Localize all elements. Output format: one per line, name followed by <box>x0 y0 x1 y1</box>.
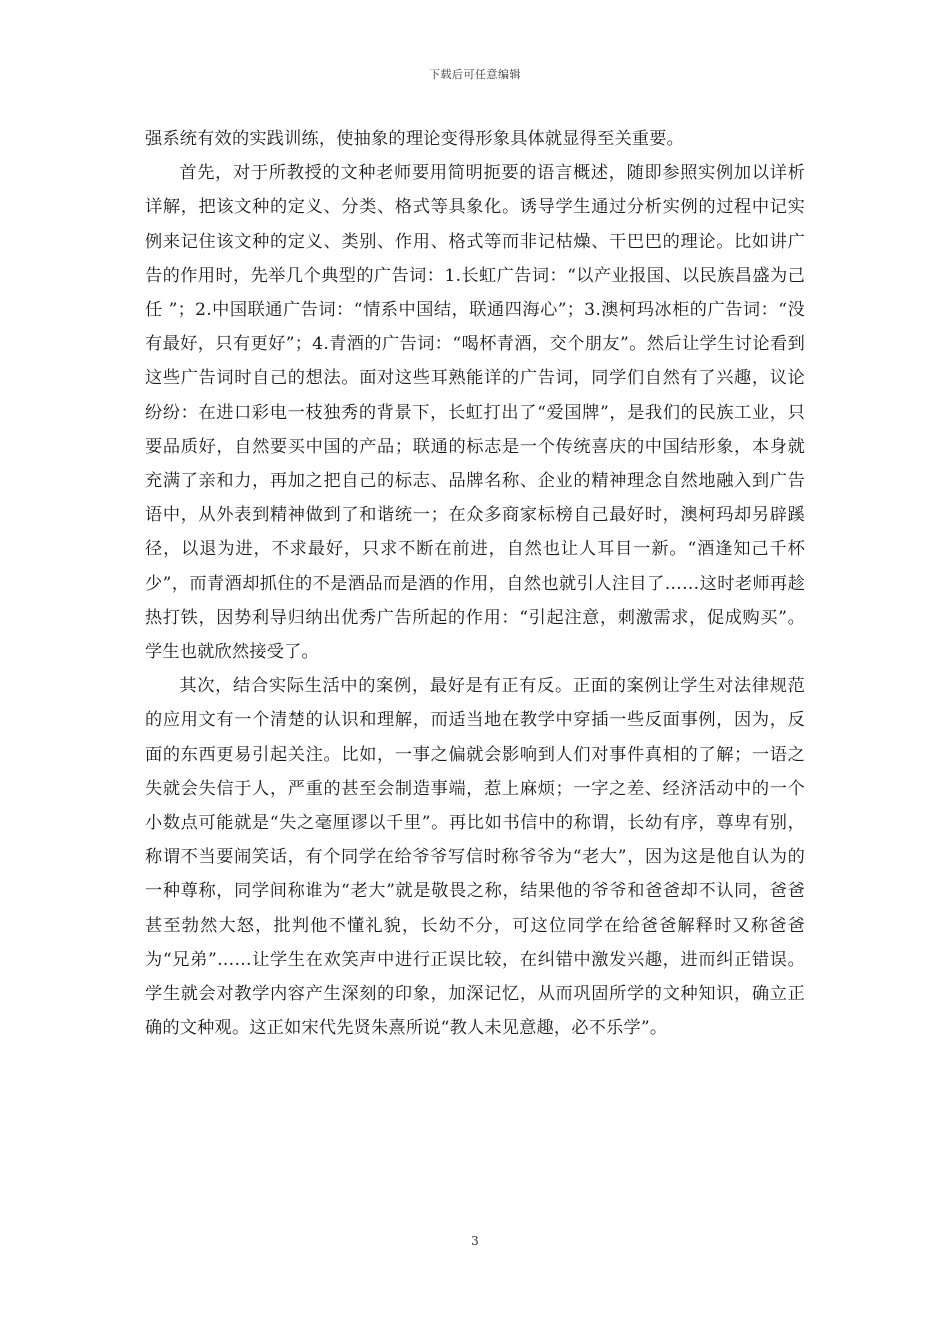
document-body <box>145 122 805 1045</box>
page-header: 下载后可任意编辑 <box>429 68 521 81</box>
paragraph-first-point: 首先，对于所教授的文种老师要用简明扼要的语言概述，随即参照实例加以详析详解，把该文种的定义、分类、格式等具象化。诱导学生通过分析实例的过程中记实例来记住该文种的定义、类别、作用、格式等而非记枯燥、干巴巴的理论。比如讲广告的作用时，先举几个典型的广告词：1.长虹广告词：“以产业报国、以民族昌盛为己任 ”；2.中国联通广告词：“情系中国结，联通四海心”；3.澳柯玛冰柜的广告词：“没有最好，只有更好”；4.青酒的广告词：“喝杯青酒，交个朋友”。然后让学生讨论看到这些广告词时自己的想法。面对这些耳熟能详的广告词，同学们自然有了兴趣，议论纷纷：在进口彩电一枝独秀的背景下，长虹打出了“爱国牌”，是我们的民族工业，只要品质好，自然要买中国的产品；联通的标志是一个传统喜庆的中国结形象，本身就充满了亲和力，再加之把自己的标志、品牌名称、企业的精神理念自然地融入到广告语中，从外表到精神做到了和谐统一；在众多商家标榜自己最好时，澳柯玛却另辟蹊径，以退为进，不求最好，只求不断在前进，自然也让人耳目一新。“酒逢知己千杯少”，而青酒却抓住的不是酒品而是酒的作用，自然也就引人注目了……这时老师再趁热打铁，因势利导归纳出优秀广告所起的作用：“引起注意，刺激需求，促成购买”。学生也就欣然接受了。 <box>145 163 805 663</box>
paragraph-second-point: 其次，结合实际生活中的案例，最好是有正有反。正面的案例让学生对法律规范的应用文有一个清楚的认识和理解，而适当地在教学中穿插一些反面事例，因为，反面的东西更易引起关注。比如，一事之偏就会影响到人们对事件真相的了解；一语之失就会失信于人，严重的甚至会制造事端，惹上麻烦；一字之差、经济活动中的一个小数点可能就是“失之毫厘谬以千里”。再比如书信中的称谓，长幼有序，尊卑有别，称谓不当要闹笑话，有个同学在给爷爷写信时称爷爷为“老大”，因为这是他自认为的一种尊称，同学间称谁为“老大”就是敬畏之称，结果他的爷爷和爸爸却不认同，爸爸甚至勃然大怒，批判他不懂礼貌，长幼不分，可这位同学在给爸爸解释时又称爸爸为“兄弟”……让学生在欢笑声中进行正误比较，在纠错中激发兴趣，进而纠正错误。学生就会对教学内容产生深刻的印象，加深记忆，从而巩固所学的文种知识，确立正确的文种观。这正如宋代先贤朱熹所说“教人未见意趣，必不乐学”。 <box>145 676 805 1039</box>
paragraph-continuation: 强系统有效的实践训练，使抽象的理论变得形象具体就显得至关重要。 <box>145 129 685 149</box>
page-number: 3 <box>471 1234 479 1248</box>
